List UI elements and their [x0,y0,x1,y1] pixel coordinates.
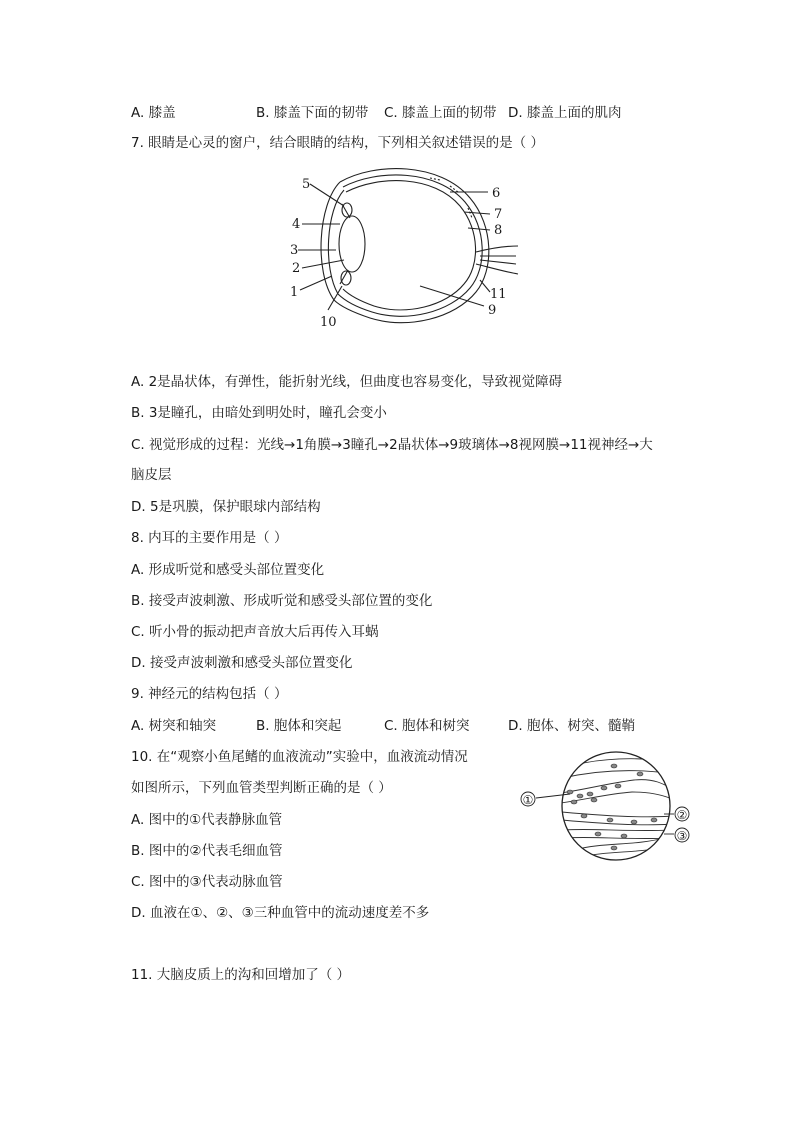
q9-stem: 9. 神经元的结构包括（ ） [131,686,288,702]
eye-label-8: 8 [494,223,503,238]
eye-label-10: 10 [320,315,337,330]
vessel-label-1: ① [522,793,534,807]
q7-option-c-cont: 脑皮层 [131,467,172,483]
q7-option-a: A. 2是晶状体，有弹性，能折射光线，但曲度也容易变化，导致视觉障碍 [131,374,563,390]
q8-option-c: C. 听小骨的振动把声音放大后再传入耳蜗 [131,624,379,640]
q7-option-d: D. 5是巩膜，保护眼球内部结构 [131,499,321,515]
q10-option-c: C. 图中的③代表动脉血管 [131,874,283,890]
q8-stem: 8. 内耳的主要作用是（ ） [131,530,288,546]
q9-option-a: A. 树突和轴突 [131,718,217,734]
q6-option-c: C. 膝盖上面的韧带 [384,105,497,121]
eye-label-3: 3 [290,243,299,258]
q6-option-a: A. 膝盖 [131,105,176,121]
q10-option-d: D. 血液在①、②、③三种血管中的流动速度差不多 [131,905,430,921]
q7-option-c: C. 视觉形成的过程：光线→1角膜→3瞳孔→2晶状体→9玻璃体→8视网膜→11视神经→大 [131,437,653,453]
eye-structure-diagram [280,160,520,332]
q6-option-b: B. 膝盖下面的韧带 [256,105,369,121]
eye-label-5: 5 [302,177,311,192]
q9-option-c: C. 胞体和树突 [384,718,470,734]
q8-option-d: D. 接受声波刺激和感受头部位置变化 [131,655,353,671]
q11-stem: 11. 大脑皮质上的沟和回增加了（ ） [131,967,351,983]
q8-option-a: A. 形成听觉和感受头部位置变化 [131,562,325,578]
eye-label-2: 2 [292,261,301,276]
eye-label-11: 11 [490,287,507,302]
q9-option-b: B. 胞体和突起 [256,718,342,734]
q8-option-b: B. 接受声波刺激、形成听觉和感受头部位置的变化 [131,593,433,609]
eye-label-4: 4 [292,217,301,232]
q7-stem: 7. 眼睛是心灵的窗户，结合眼睛的结构，下列相关叙述错误的是（ ） [131,135,544,151]
eye-label-9: 9 [488,303,497,318]
q6-option-d: D. 膝盖上面的肌肉 [508,105,622,121]
q10-option-a: A. 图中的①代表静脉血管 [131,812,283,828]
q10-stem-line1: 10. 在“观察小鱼尾鳍的血液流动”实验中，血液流动情况 [131,749,468,765]
q9-option-d: D. 胞体、树突、髓鞘 [508,718,635,734]
eye-label-6: 6 [492,186,501,201]
q10-option-b: B. 图中的②代表毛细血管 [131,843,283,859]
q7-option-b: B. 3是瞳孔，由暗处到明处时，瞳孔会变小 [131,405,387,421]
eye-label-1: 1 [290,285,299,300]
eye-label-7: 7 [494,207,503,222]
vessel-label-2: ② [676,808,688,822]
q10-stem-line2: 如图所示，下列血管类型判断正确的是（ ） [131,780,392,796]
blood-vessel-diagram [514,750,694,865]
vessel-label-3: ③ [676,829,688,843]
